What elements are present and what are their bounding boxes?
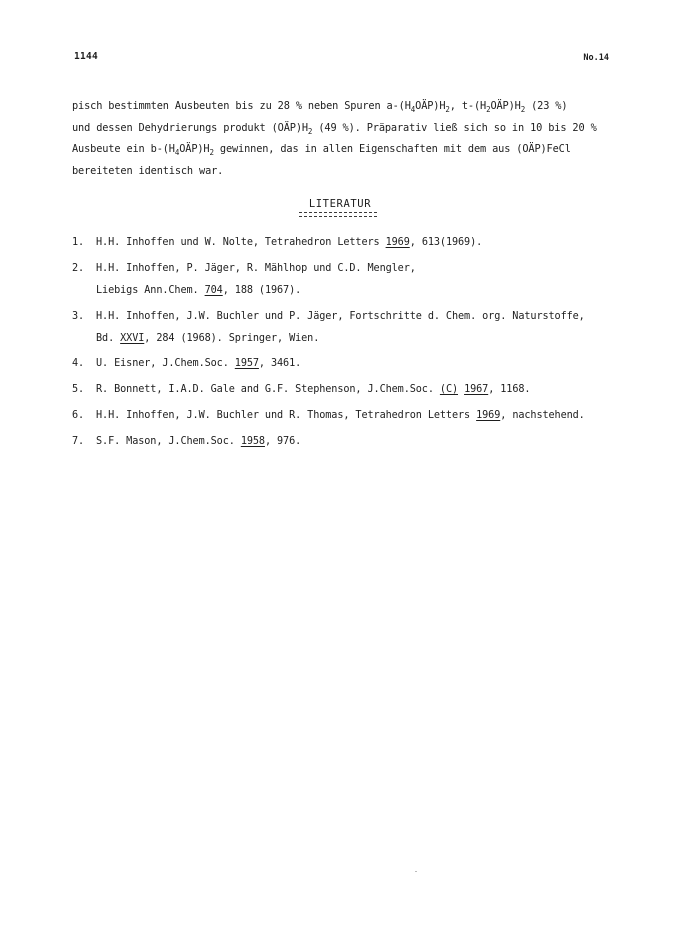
- body-paragraph: [72, 96, 632, 182]
- scan-speck: [415, 871, 417, 872]
- section-heading: LITERATUR: [308, 198, 372, 210]
- reference-text: U. Eisner, J.Chem.Soc. 1957, 3461.: [96, 358, 302, 369]
- paragraph-line-1: pisch bestimmten Ausbeuten bis zu 28 % neben Spuren $a-(H_4OÄP)H_2$, $t-(H_2OÄP)H_2$ (23 %): [72, 100, 568, 114]
- page-number: 1144: [74, 51, 99, 62]
- reference-item: [72, 353, 642, 379]
- reference-text: H.H. Inhoffen, P. Jäger, R. Mählhop und C.D. Mengler,: [96, 263, 416, 274]
- reference-text: H.H. Inhoffen, J.W. Buchler und R. Thomas, Tetrahedron Letters 1969, nachstehend.: [96, 410, 585, 421]
- reference-text: H.H. Inhoffen und W. Nolte, Tetrahedron Letters 1969, 613(1969).: [96, 237, 483, 248]
- reference-item: [72, 258, 642, 306]
- reference-number: 5.: [72, 384, 85, 395]
- reference-text: R. Bonnett, I.A.D. Gale and G.F. Stephenson, J.Chem.Soc. (C) 1967, 1168.: [96, 384, 531, 395]
- reference-text: S.F. Mason, J.Chem.Soc. 1958, 976.: [96, 436, 302, 447]
- reference-text: H.H. Inhoffen, J.W. Buchler und P. Jäger, Fortschritte d. Chem. org. Naturstoffe,: [96, 311, 585, 322]
- reference-text-continued: Bd. XXVI, 284 (1968). Springer, Wien.: [96, 333, 320, 344]
- heading-double-underline: [299, 212, 377, 217]
- reference-number: 7.: [72, 436, 85, 447]
- paragraph-line-4: bereiteten identisch war.: [72, 164, 224, 177]
- reference-number: 2.: [72, 263, 85, 274]
- reference-item: [72, 232, 642, 258]
- paragraph-line-3: Ausbeute ein $b-(H_4OÄP)H_2$ gewinnen, das in allen Eigenschaften mit dem aus (OÄP)FeCl: [72, 143, 571, 157]
- paragraph-line-2: und dessen Dehydrierungs produkt $(OÄP)H_2$ (49 %). Präparativ ließ sich so in 10 bis 20 %: [72, 121, 597, 136]
- reference-number: 6.: [72, 410, 85, 421]
- reference-list: [72, 232, 642, 457]
- reference-item: [72, 306, 642, 353]
- reference-text-continued: Liebigs Ann.Chem. 704, 188 (1967).: [96, 285, 302, 296]
- reference-item: [72, 431, 642, 457]
- reference-number: 1.: [72, 237, 85, 248]
- reference-item: [72, 379, 642, 405]
- reference-number: 4.: [72, 358, 85, 369]
- reference-number: 3.: [72, 311, 85, 322]
- issue-number: No.14: [583, 53, 609, 63]
- reference-item: [72, 405, 642, 431]
